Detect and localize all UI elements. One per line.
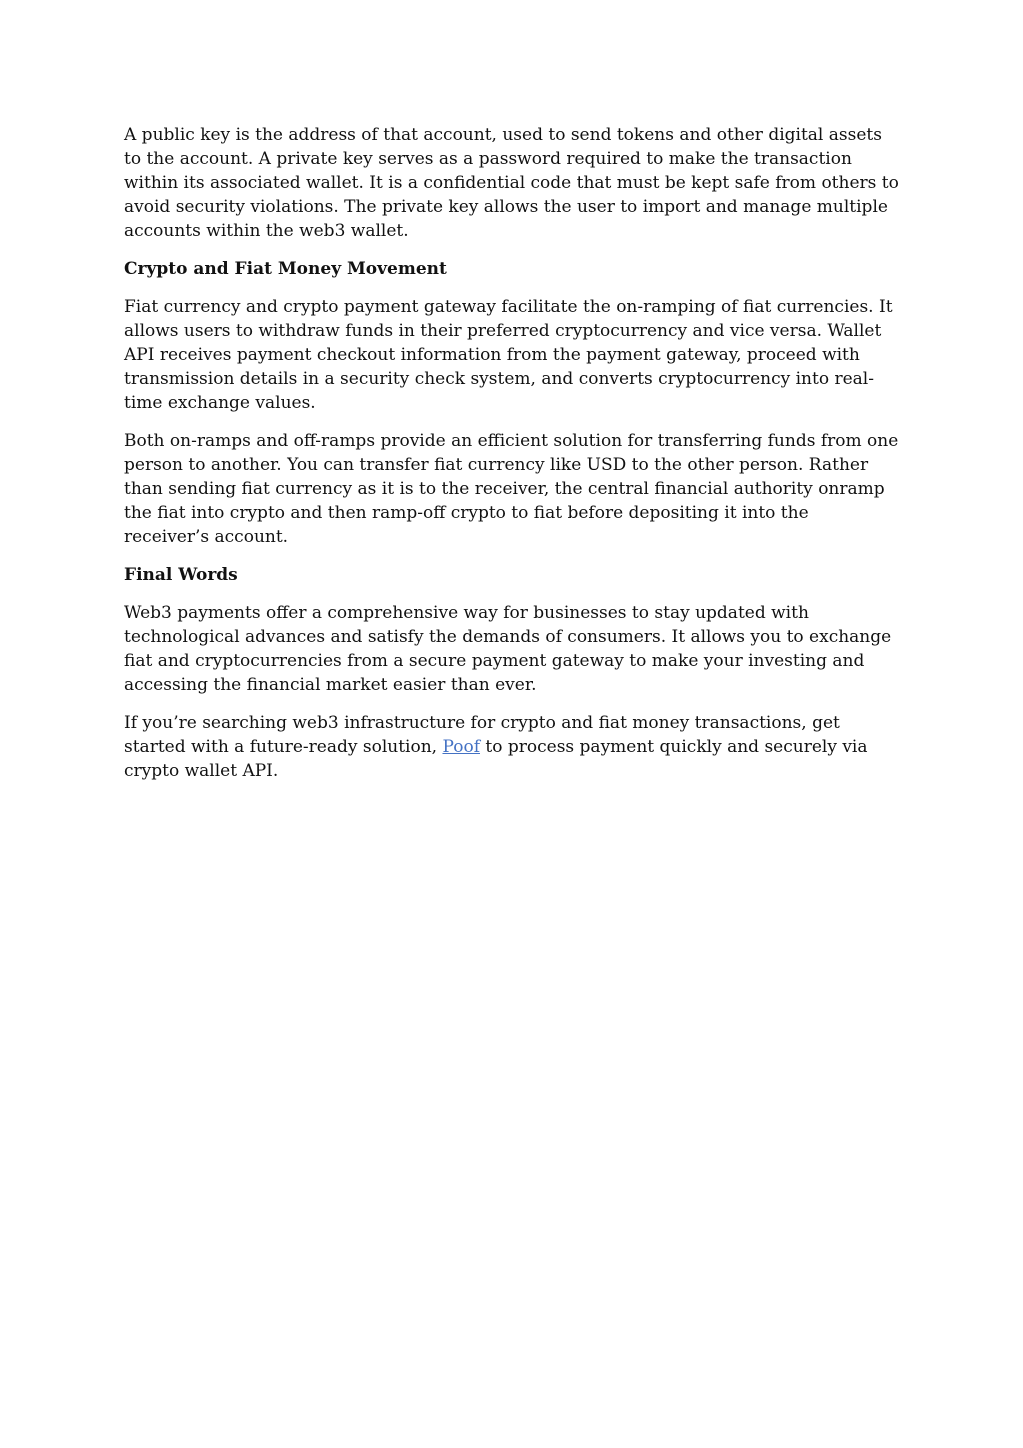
poof-link[interactable]: Poof — [442, 737, 480, 757]
paragraph-get-started-text-after: to process payment quickly and securely via crypto wallet API. — [124, 737, 868, 781]
paragraph-public-key: A public key is the address of that account, used to send tokens and other digital assets to the account. A private key serves as a password required to make the transaction within its associated wallet. It is a confidential code that must be kept safe from others to avoid security violations. The private key allows the user to import and manage multiple accounts within the web3 wallet. — [124, 125, 899, 241]
paragraph-get-started — [124, 711, 899, 783]
paragraph-payment-gateway: Fiat currency and crypto payment gateway facilitate the on-ramping of fiat currencies. It allows users to withdraw funds in their preferred cryptocurrency and vice versa. Wallet API receives payment checkout information from the payment gateway, proceed with transmission details in a security check system, and converts cryptocurrency into real-time exchange values. — [124, 297, 893, 413]
document-body — [124, 123, 899, 797]
heading-final-words: Final Words — [124, 565, 238, 585]
paragraph-on-off-ramps: Both on-ramps and off-ramps provide an efficient solution for transferring funds from one person to another. You can transfer fiat currency like USD to the other person. Rather than sending fiat currency as it is to the receiver, the central financial authority onramp the fiat into crypto and then ramp-off crypto to fiat before depositing it into the receiver’s account. — [124, 431, 899, 547]
heading-crypto-fiat-movement: Crypto and Fiat Money Movement — [124, 259, 447, 279]
paragraph-get-started-text-before: If you’re searching web3 infrastructure for crypto and fiat money transactions, get started with a future-ready solution, — [124, 713, 840, 757]
paragraph-web3-payments: Web3 payments offer a comprehensive way for businesses to stay updated with technological advances and satisfy the demands of consumers. It allows you to exchange fiat and cryptocurrencies from a secure payment gateway to make your investing and accessing the financial market easier than ever. — [124, 603, 892, 695]
